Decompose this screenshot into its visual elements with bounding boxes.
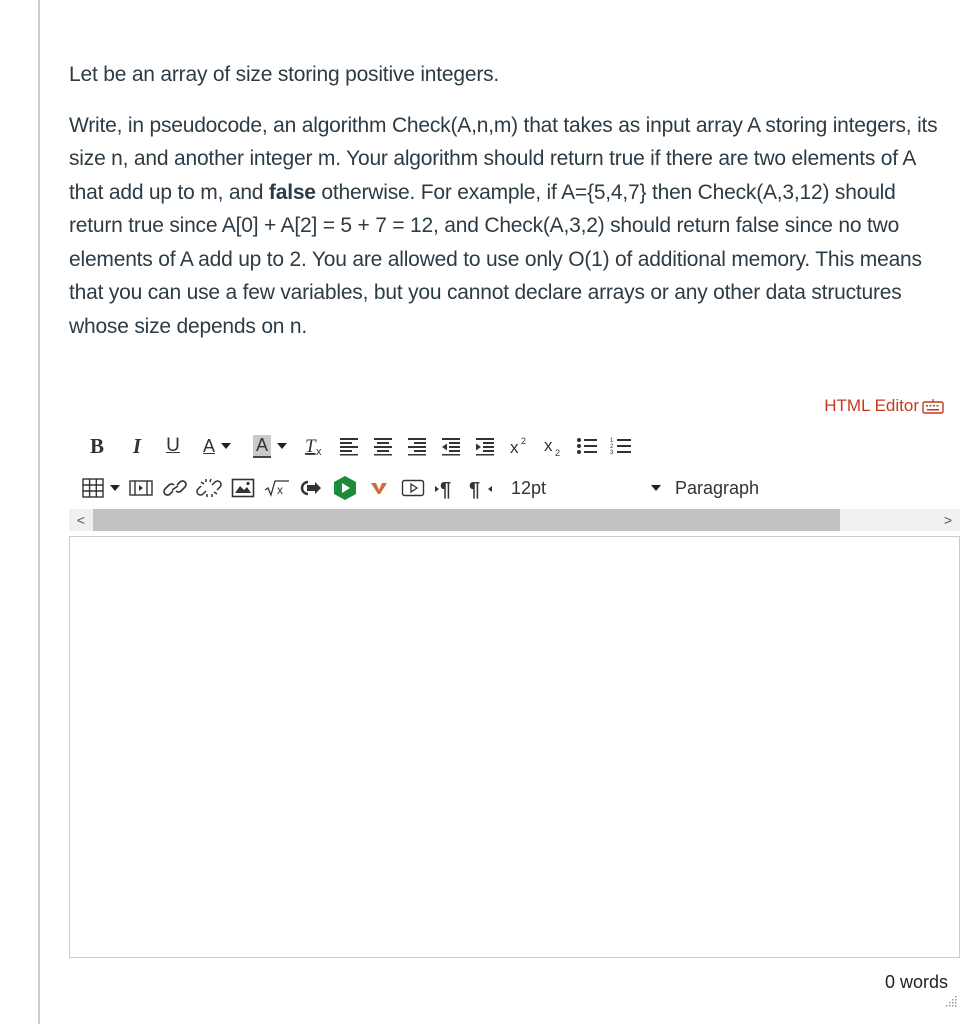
chevron-down-icon [221, 443, 231, 449]
chevron-down-icon [110, 485, 120, 491]
apps-button[interactable] [297, 473, 325, 503]
svg-text:2: 2 [555, 448, 561, 457]
outdent-button[interactable] [437, 431, 465, 461]
question-intro: Let be an array of size storing positive integers. [69, 63, 500, 86]
v-logo-icon [367, 478, 391, 498]
scroll-left-arrow[interactable]: < [76, 512, 86, 528]
align-right-icon [406, 435, 428, 457]
numbered-list-icon [609, 435, 633, 457]
studio-icon [332, 475, 358, 501]
superscript-button[interactable] [505, 431, 533, 461]
chevron-down-icon [651, 485, 661, 491]
svg-text:1: 1 [610, 438, 614, 444]
keyboard-icon[interactable] [922, 398, 944, 414]
svg-text:¶: ¶ [440, 479, 452, 499]
svg-text:x: x [544, 436, 553, 455]
scrollbar-thumb[interactable] [93, 509, 840, 531]
unlink-button[interactable] [195, 473, 223, 503]
subscript-icon [542, 435, 564, 457]
bold-button[interactable]: B [89, 433, 104, 458]
image-icon [231, 478, 255, 498]
background-color-label: A [253, 435, 271, 458]
question-text [69, 58, 949, 360]
text-color-label: A [202, 435, 215, 456]
question-body [69, 109, 949, 344]
numbered-list-button[interactable] [607, 431, 635, 461]
html-editor-link[interactable] [824, 396, 944, 416]
equation-button[interactable] [263, 473, 291, 503]
outdent-icon [440, 435, 462, 457]
align-center-icon [372, 435, 394, 457]
rich-text-editor-body[interactable] [69, 536, 960, 958]
background-color-button[interactable] [245, 431, 295, 461]
svg-text:2: 2 [610, 444, 614, 450]
question-body-part1: Write, in pseudocode, an algorithm Check(A,n,m) that takes as input array A storing integers, its size n, and another integer m. Your algorithm should return true if there are two elements of A that add up to m, and [69, 113, 938, 204]
media-button[interactable] [399, 473, 427, 503]
indent-button[interactable] [471, 431, 499, 461]
question-body-bold: false [268, 180, 316, 204]
editor-toolbar-row-2 [69, 470, 960, 506]
svg-text:x: x [510, 438, 519, 457]
indent-icon [474, 435, 496, 457]
svg-text:2: 2 [521, 436, 527, 446]
apps-plug-icon [299, 478, 323, 498]
vimeo-button[interactable] [365, 473, 393, 503]
ltr-paragraph-icon [434, 477, 460, 499]
toolbar-horizontal-scrollbar[interactable] [69, 509, 960, 531]
left-border-rule [38, 0, 40, 1024]
svg-text:3: 3 [610, 450, 614, 456]
svg-text:T: T [305, 436, 316, 457]
link-icon [163, 477, 187, 499]
scroll-right-arrow[interactable]: > [943, 512, 953, 528]
unlink-icon [196, 476, 222, 500]
italic-button[interactable]: I [132, 433, 142, 458]
editor-toolbar-row-1 [69, 428, 960, 464]
block-format-value: Paragraph [675, 477, 760, 498]
chevron-down-icon [277, 443, 287, 449]
studio-button[interactable] [331, 473, 359, 503]
table-button[interactable] [81, 473, 121, 503]
table-icon [82, 478, 104, 498]
html-editor-label[interactable]: HTML Editor [824, 396, 919, 415]
embed-media-icon [129, 478, 153, 498]
ltr-direction-button[interactable] [433, 473, 461, 503]
text-color-button[interactable] [195, 431, 239, 461]
svg-text:¶: ¶ [469, 479, 481, 499]
equation-icon [264, 478, 290, 498]
rtl-direction-button[interactable] [467, 473, 495, 503]
superscript-icon [508, 435, 530, 457]
align-right-button[interactable] [403, 431, 431, 461]
rtl-paragraph-icon [468, 477, 494, 499]
image-button[interactable] [229, 473, 257, 503]
subscript-button[interactable] [539, 431, 567, 461]
underline-button[interactable]: U [166, 435, 180, 456]
resize-handle-icon[interactable] [944, 994, 958, 1008]
align-left-button[interactable] [335, 431, 363, 461]
svg-text:x: x [316, 446, 322, 457]
svg-text:x: x [277, 483, 283, 497]
clear-format-icon [304, 435, 326, 457]
question-body-part2: otherwise. For example, if A={5,4,7} then Check(A,3,12) should return true since A[0] + A[2] = 5 + 7 = 12, and Check(A,3,2) should return false since no two elements of A add up to 2. You are allowed to use only O(1) of additional memory. This means that you can use a few variables, but you cannot declare arrays or any other data structures whose size depends on n. [69, 180, 922, 338]
clear-format-button[interactable] [301, 431, 329, 461]
word-count: 0 words [884, 972, 948, 992]
font-size-value: 12pt [511, 477, 547, 498]
video-play-icon [401, 478, 425, 498]
font-size-select[interactable] [511, 478, 661, 499]
block-format-select[interactable] [675, 478, 759, 499]
embed-media-button[interactable] [127, 473, 155, 503]
bullet-list-icon [575, 435, 599, 457]
align-center-button[interactable] [369, 431, 397, 461]
bullet-list-button[interactable] [573, 431, 601, 461]
align-left-icon [338, 435, 360, 457]
link-button[interactable] [161, 473, 189, 503]
